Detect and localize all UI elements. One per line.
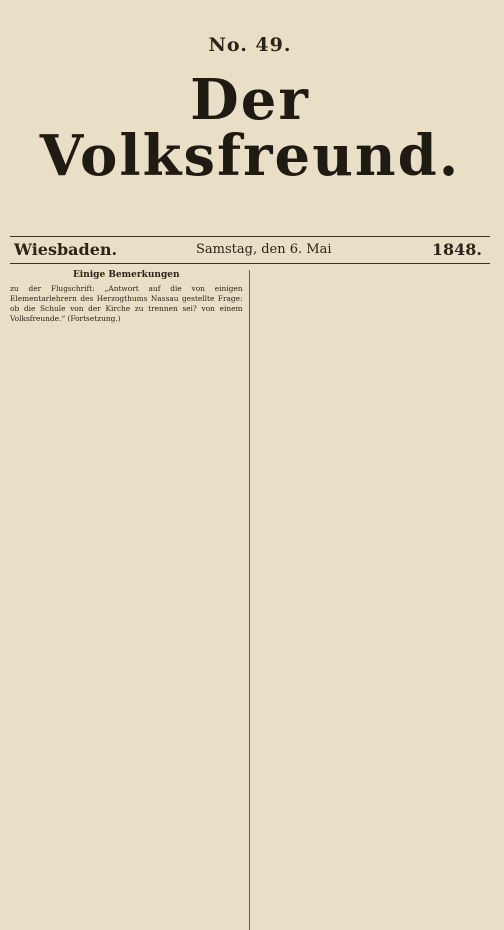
left-column <box>10 270 250 930</box>
motto <box>260 192 460 228</box>
article-heading: Einige Bemerkungen <box>72 270 180 280</box>
dateline-year: 1848. <box>431 240 482 259</box>
newspaper-title: Der Volksfreund. <box>39 67 461 189</box>
right-column <box>250 270 491 930</box>
dateline-date: Samstag, den 6. Mai <box>196 242 332 257</box>
article-columns <box>10 270 490 930</box>
dateline <box>10 236 490 264</box>
issue-number: No. 49. <box>208 34 292 56</box>
masthead-top <box>10 8 490 70</box>
dateline-place: Wiesbaden. <box>14 240 118 259</box>
article-citation: zu der Flugschrift: „Antwort auf die von einigen Elementarlehrern des Herzogthums Nassau gestellte Frage: ob die Schule von der Kirche zu trennen sei? von einem Volksfreunde.“ (Fortsetzung.) <box>10 283 243 323</box>
